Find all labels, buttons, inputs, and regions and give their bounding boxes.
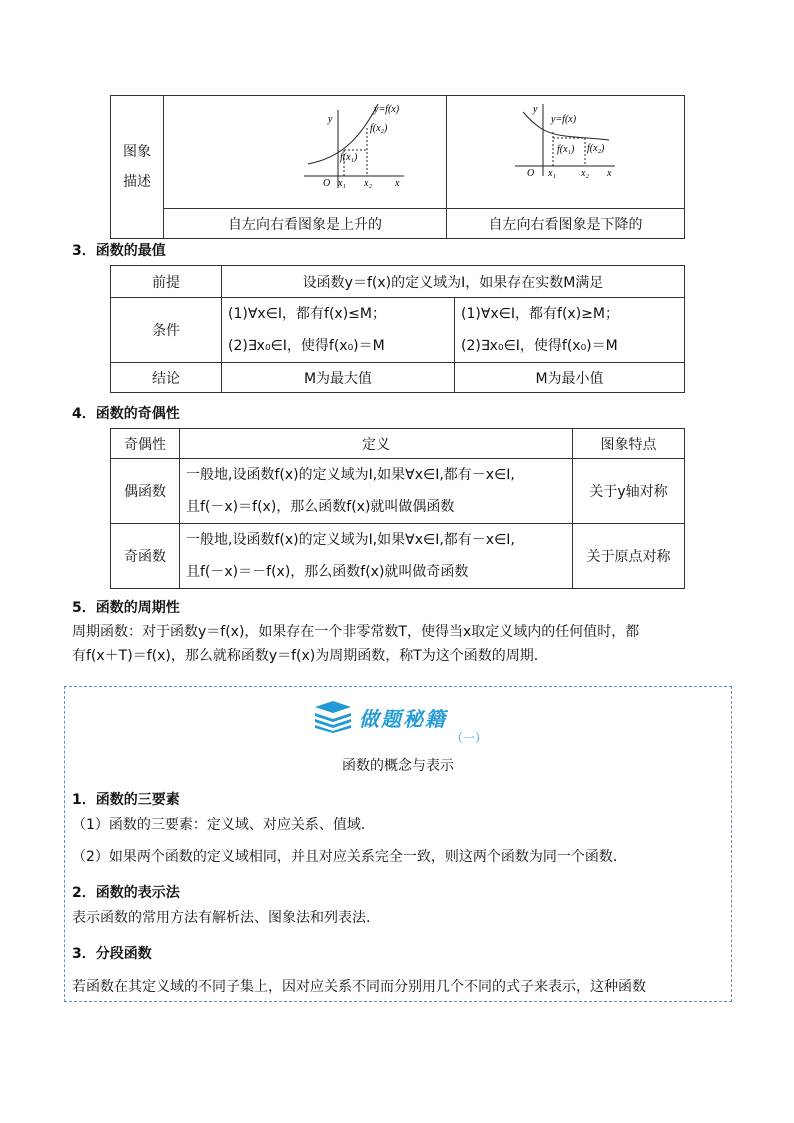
stack-books-icon [313, 699, 353, 733]
header-definition: 定义 [180, 429, 573, 459]
even-label: 偶函数 [111, 459, 180, 524]
min-condition-1: (1)∀x∈I，都有f(x)≥M； [461, 306, 619, 322]
header-feature: 图象特点 [573, 429, 685, 459]
monotonic-table [110, 95, 685, 239]
inc-x2-label: x₂ [364, 178, 372, 189]
dec-y-label: y [533, 104, 538, 115]
row-label-line1: 图象 [123, 144, 151, 160]
min-conclusion: M为最小值 [455, 363, 685, 393]
dec-fn-label: y=f(x) [551, 114, 577, 125]
extrema-table [110, 265, 685, 393]
decreasing-graph [447, 96, 684, 204]
dec-o-label: O [527, 168, 535, 179]
row-label-line2: 描述 [123, 174, 151, 190]
inc-fx1-label: f(x₁) [340, 152, 358, 163]
row-label-cell [111, 96, 164, 239]
banner-sub: （一） [451, 731, 488, 745]
section5-line2: 有f(x＋T)＝f(x)，那么就称函数y＝f(x)为周期函数，称T为这个函数的周期. [72, 648, 539, 664]
increasing-graph [164, 96, 446, 204]
decreasing-graph-cell [447, 96, 685, 209]
odd-feature: 关于原点对称 [573, 524, 685, 589]
odd-def-2: 且f(－x)＝－f(x)，那么函数f(x)就叫做奇函数 [186, 564, 469, 580]
banner-title: 做题秘籍 [359, 707, 447, 731]
inc-fx2-label: f(x₂) [370, 123, 388, 134]
inc-x-label: x [395, 178, 400, 189]
odd-definition-cell [180, 524, 573, 589]
min-condition-cell [455, 298, 685, 363]
inc-o-label: O [323, 178, 331, 189]
section3-heading: 3．函数的最值 [72, 243, 166, 259]
dec-x2-label: x₂ [581, 168, 589, 179]
header-parity: 奇偶性 [111, 429, 180, 459]
premise-label: 前提 [111, 266, 222, 298]
max-conclusion: M为最大值 [222, 363, 455, 393]
inc-y-label: y [328, 114, 333, 125]
tips-p4: 若函数在其定义域的不同子集上，因对应关系不同而分别用几个不同的式子来表示，这种函数 [72, 979, 646, 995]
max-condition-1: (1)∀x∈I，都有f(x)≤M； [228, 306, 386, 322]
odd-label: 奇函数 [111, 524, 180, 589]
max-condition-2: (2)∃x₀∈I，使得f(x₀)＝M [228, 338, 385, 354]
section5-heading: 5．函数的周期性 [72, 600, 180, 616]
section5-line1: 周期函数：对于函数y＝f(x)，如果存在一个非零常数T，使得当x取定义域内的任何值时，都 [72, 624, 640, 640]
dec-x1-label: x₁ [548, 168, 556, 179]
inc-x1-label: x₁ [338, 178, 346, 189]
tips-h3: 3．分段函数 [72, 946, 152, 962]
increasing-description: 自左向右看图象是上升的 [164, 209, 447, 239]
dec-fx1-label: f(x₁) [557, 144, 575, 155]
inc-fn-label: y=f(x) [374, 104, 400, 115]
tips-box [64, 686, 732, 1002]
even-def-1: 一般地,设函数f(x)的定义域为I,如果∀x∈I,都有－x∈I, [186, 467, 515, 483]
increasing-graph-cell [164, 96, 447, 209]
tips-p1: （1）函数的三要素：定义域、对应关系、值域. [72, 817, 366, 833]
tips-p3: 表示函数的常用方法有解析法、图象法和列表法. [72, 910, 371, 926]
condition-label: 条件 [111, 298, 222, 363]
dec-fx2-label: f(x₂) [587, 143, 605, 154]
section5-body [72, 620, 732, 668]
tips-p2: （2）如果两个函数的定义域相同，并且对应关系完全一致，则这两个函数为同一个函数. [72, 849, 618, 865]
dec-x-label: x [607, 168, 612, 179]
tips-topic: 函数的概念与表示 [342, 758, 454, 774]
premise-text: 设函数y＝f(x)的定义域为I，如果存在实数M满足 [222, 266, 685, 298]
section4-heading: 4．函数的奇偶性 [72, 406, 180, 422]
tips-banner [313, 699, 488, 745]
tips-h2: 2．函数的表示法 [72, 885, 180, 901]
parity-table [110, 428, 685, 589]
min-condition-2: (2)∃x₀∈I，使得f(x₀)＝M [461, 338, 618, 354]
odd-def-1: 一般地,设函数f(x)的定义域为I,如果∀x∈I,都有－x∈I, [186, 532, 515, 548]
conclusion-label: 结论 [111, 363, 222, 393]
even-feature: 关于y轴对称 [573, 459, 685, 524]
tips-h1: 1．函数的三要素 [72, 792, 180, 808]
even-def-2: 且f(－x)＝f(x)，那么函数f(x)就叫做偶函数 [186, 499, 455, 515]
even-definition-cell [180, 459, 573, 524]
decreasing-description: 自左向右看图象是下降的 [447, 209, 685, 239]
max-condition-cell [222, 298, 455, 363]
